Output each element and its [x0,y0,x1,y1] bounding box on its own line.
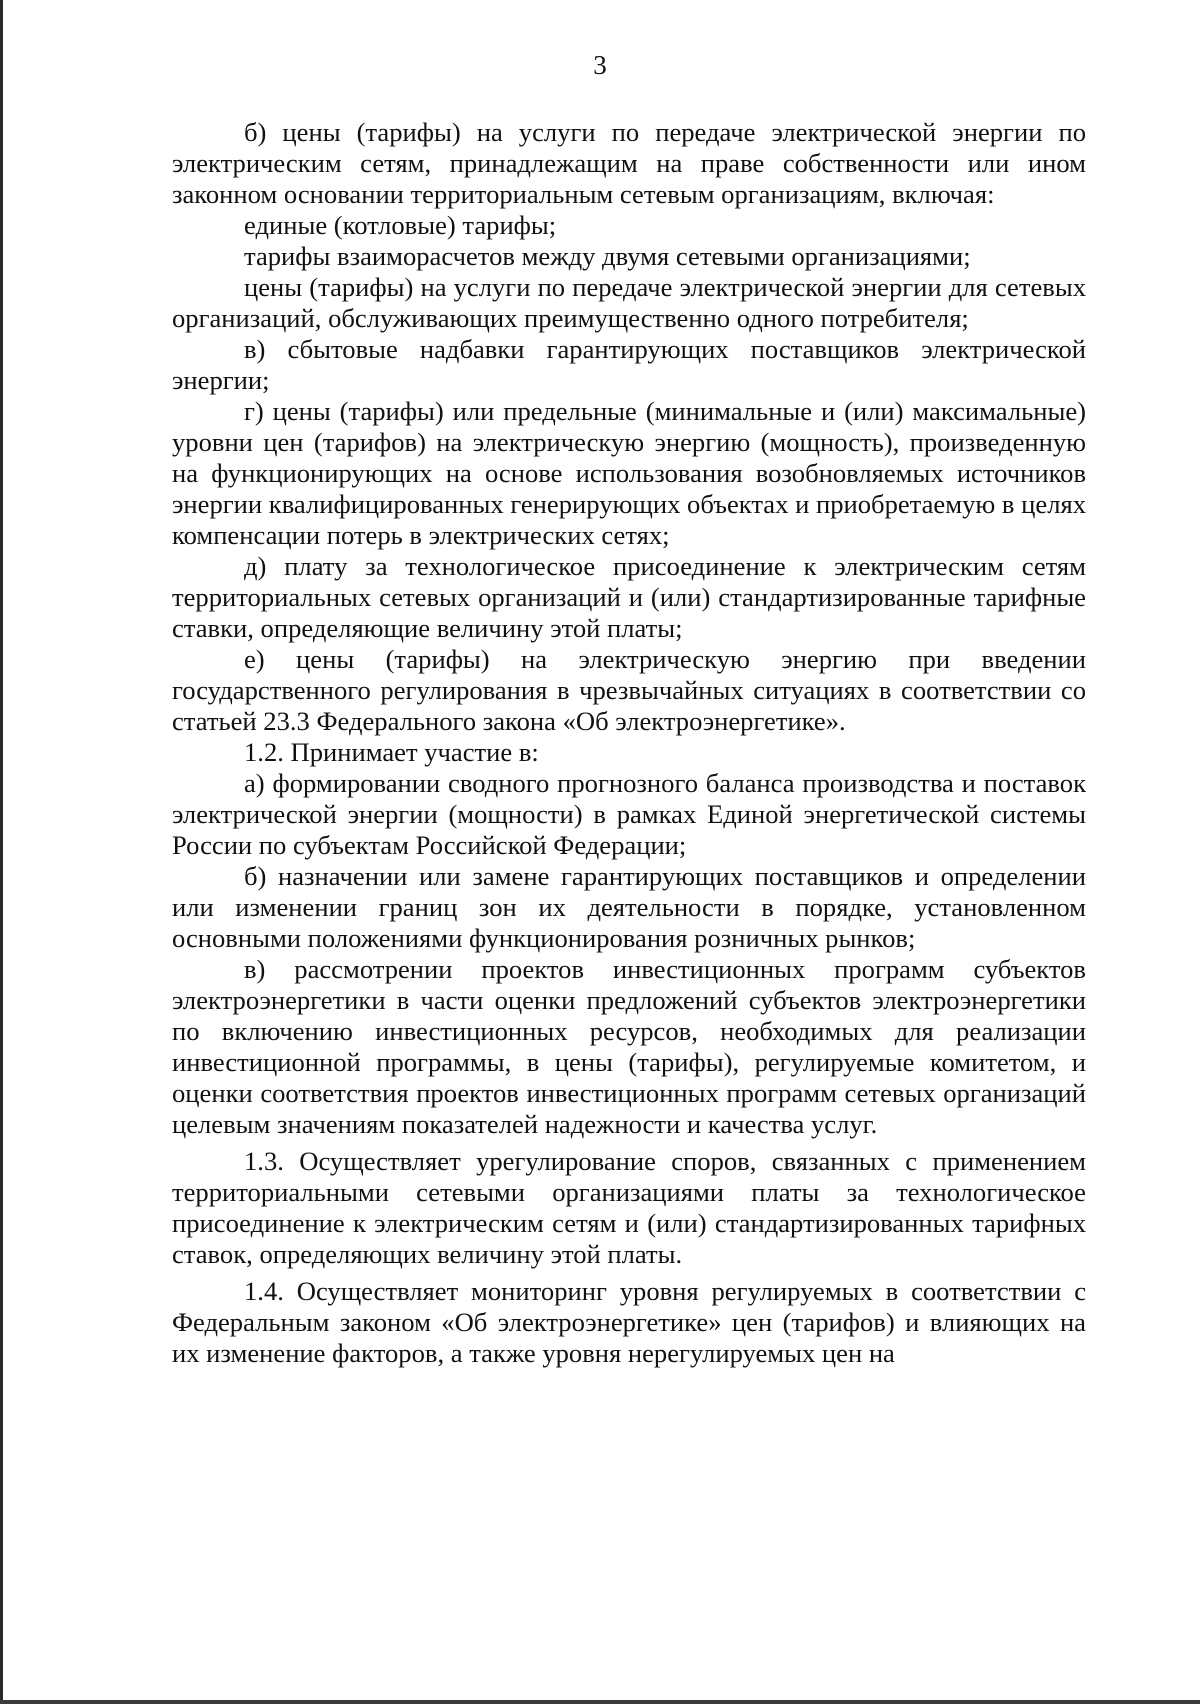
paragraph-b-network-tariffs: б) цены (тарифы) на услуги по передаче электрической энергии по электрическим сетям, принадлежащим на праве собственности или ином законном основании территориальным сетевым организациям, включая: [172,117,1086,209]
paragraph-mutual-settlement-tariffs: тарифы взаиморасчетов между двумя сетевыми организациями; [244,241,971,271]
paragraph-1-3-disputes: 1.3. Осуществляет урегулирование споров, связанных с применением территориальными сетевыми организациями платы за технологическое присоединение к электрическим сетям и (или) стандартизированных тарифных ставок, определяющих величину этой платы. [172,1146,1086,1269]
paragraph-1-4-monitoring: 1.4. Осуществляет мониторинг уровня регулируемых в соответствии с Федеральным законом «Об электроэнергетике» цен (тарифов) и влияющих на их изменение факторов, а также уровня нерегулируемых цен на [172,1276,1086,1368]
document-body [172,117,1086,1369]
paragraph-v-investment-programs: в) рассмотрении проектов инвестиционных программ субъектов электроэнергетики в части оценки предложений субъектов электроэнергетики по включению инвестиционных ресурсов, необходимых для реализации инвестиционной программы, в цены (тарифы), регулируемые комитетом, и оценки соответствия проектов инвестиционных программ сетевых организаций целевым значениям показателей надежности и качества услуг. [172,954,1086,1139]
paragraph-boiler-tariffs: единые (котловые) тарифы; [244,210,557,240]
scan-edge-bottom [0,1700,1200,1704]
paragraph-v-sales-markups: в) сбытовые надбавки гарантирующих поставщиков электрической энергии; [172,334,1086,395]
scan-edge-left [0,0,3,1704]
paragraph-b-guaranteeing-suppliers: б) назначении или замене гарантирующих поставщиков и определении или изменении границ зон их деятельности в порядке, установленном основными положениями функционирования розничных рынков; [172,861,1086,953]
paragraph-e-emergency-prices: е) цены (тарифы) на электрическую энергию при введении государственного регулирования в чрезвычайных ситуациях в соответствии со статьей 23.3 Федерального закона «Об электроэнергетике». [172,644,1086,736]
paragraph-a-forecast-balance: а) формировании сводного прогнозного баланса производства и поставок электрической энергии (мощности) в рамках Единой энергетической системы России по субъектам Российской Федерации; [172,768,1086,860]
paragraph-g-renewable-prices: г) цены (тарифы) или предельные (минимальные и (или) максимальные) уровни цен (тарифов) на электрическую энергию (мощность), произведенную на функционирующих на основе использования возобновляемых источников энергии квалифицированных генерирующих объектах и приобретаемую в целях компенсации потерь в электрических сетях; [172,396,1086,550]
paragraph-single-consumer-tariffs: цены (тарифы) на услуги по передаче электрической энергии для сетевых организаций, обслуживающих преимущественно одного потребителя; [172,272,1086,333]
page-number: 3 [593,50,607,80]
paragraph-d-connection-fee: д) плату за технологическое присоединение к электрическим сетям территориальных сетевых организаций и (или) стандартизированные тарифные ставки, определяющие величину этой платы; [172,551,1086,643]
paragraph-1-2-heading: 1.2. Принимает участие в: [244,737,539,767]
